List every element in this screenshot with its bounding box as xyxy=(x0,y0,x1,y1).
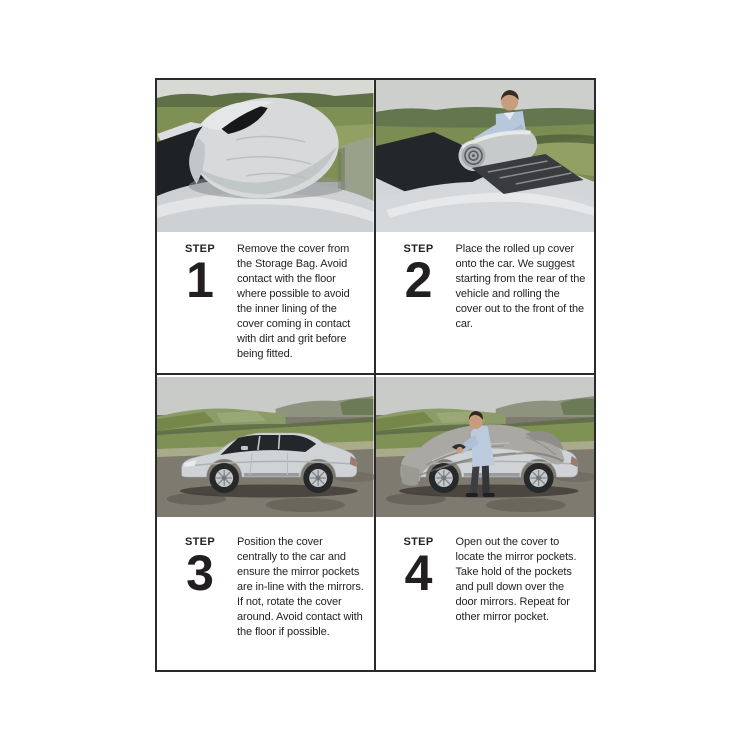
step-2-badge xyxy=(396,243,442,308)
instruction-sheet xyxy=(155,78,596,672)
step-3-photo xyxy=(157,377,374,517)
step-3-panel xyxy=(157,375,376,670)
step-4-panel xyxy=(376,375,595,670)
man-fitting-cover-mirror-pockets-photo-illustration xyxy=(376,377,595,517)
step-description: Position the cover centrally to the car and ensure the mirror pockets are in-line with the mirrors. If not, rotate the cover around. Avoid contact with the floor if possible. xyxy=(237,536,364,638)
step-1-badge xyxy=(177,243,223,308)
step-4-badge xyxy=(396,536,442,601)
step-1-panel xyxy=(157,80,376,375)
step-description: Place the rolled up cover onto the car. We suggest starting from the rear of the vehicle and rolling the cover out to the front of the car. xyxy=(455,243,586,330)
step-4-photo xyxy=(376,377,595,517)
step-description: Open out the cover to locate the mirror pockets. Take hold of the pockets and pull down over the door mirrors. Repeat for other mirror pocket. xyxy=(455,536,577,623)
man-placing-rolled-cover-on-car-photo-illustration xyxy=(376,80,595,232)
step-label: STEP xyxy=(403,536,434,548)
step-description: Remove the cover from the Storage Bag. Avoid contact with the floor where possible to avoid the inner lining of the cover coming in contact with dirt and grit before being fitted. xyxy=(237,243,351,360)
rear-wheel xyxy=(523,463,553,493)
step-1-photo xyxy=(157,80,374,232)
car-side-view-photo-illustration xyxy=(157,377,374,517)
step-1-caption xyxy=(157,232,374,362)
front-wheel xyxy=(209,463,239,493)
step-label: STEP xyxy=(185,536,215,548)
step-number: 3 xyxy=(186,545,214,601)
step-number: 2 xyxy=(404,252,433,308)
step-4-caption xyxy=(376,517,595,625)
cover-storage-bag-on-car-photo-illustration xyxy=(157,80,374,232)
step-label: STEP xyxy=(185,243,215,255)
step-label: STEP xyxy=(403,243,434,255)
step-2-photo xyxy=(376,80,595,232)
step-number: 1 xyxy=(186,252,214,308)
step-2-caption xyxy=(376,232,595,332)
rear-wheel xyxy=(303,463,333,493)
step-number: 4 xyxy=(404,545,433,601)
step-3-caption xyxy=(157,517,374,640)
step-3-badge xyxy=(177,536,223,601)
step-2-panel xyxy=(376,80,595,375)
